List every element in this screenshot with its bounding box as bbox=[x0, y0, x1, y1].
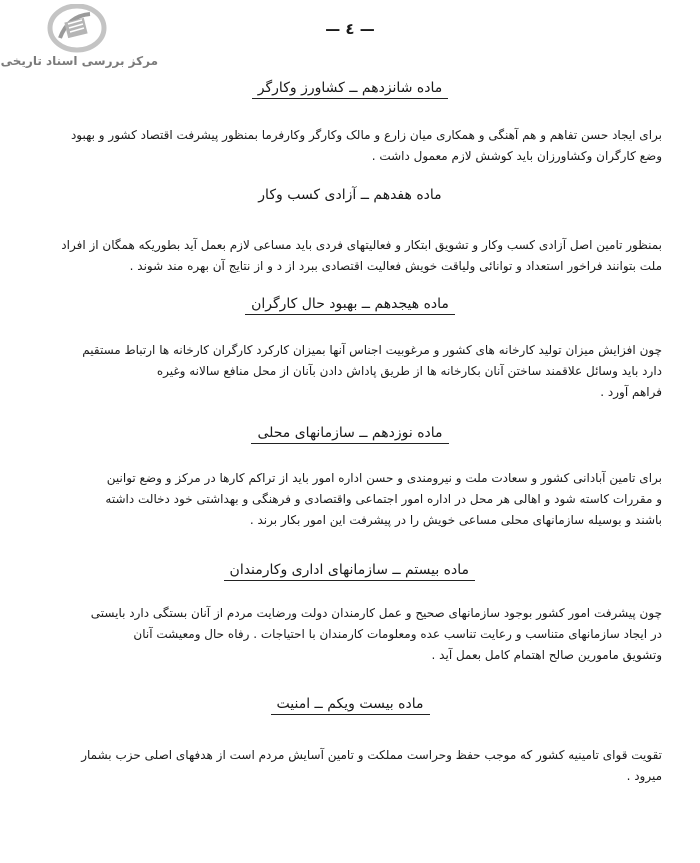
article-17-text bbox=[38, 235, 662, 277]
article-21-heading: ماده بیست ویکم ــ امنیت bbox=[250, 696, 450, 715]
text-line: ملت بتوانند فراخور استعداد و توانائی ولیاقت خویش فعالیت اقتصادی ببرد از د و از نتایج آن بهره مند شوند . bbox=[129, 259, 662, 273]
archive-logo-icon bbox=[46, 4, 108, 54]
archive-watermark bbox=[0, 2, 158, 82]
text-line: وتشویق مامورین صالح اهتمام کامل بعمل آید . bbox=[431, 648, 662, 662]
article-18-text bbox=[38, 340, 662, 403]
article-20-text bbox=[38, 603, 662, 666]
text-line: برای تامین آبادانی کشور و سعادت ملت و نیرومندی و حسن اداره امور باید از تراکم کارها در مرکز و وضع توانین bbox=[106, 471, 662, 485]
article-21-text bbox=[38, 745, 662, 787]
article-16-text bbox=[38, 125, 662, 167]
article-20-heading: ماده بیستم ــ سازمانهای اداری وکارمندان bbox=[225, 562, 475, 581]
text-line: وضع کارگران وکشاورزان باید کوشش لازم معمول داشت . bbox=[371, 149, 662, 163]
text-line: میرود . bbox=[626, 769, 662, 783]
text-line: باشند و بوسیله سازمانهای محلی مساعی خویش را در پیشرفت این امور بکار برند . bbox=[249, 513, 662, 527]
text-line: چون پیشرفت امور کشور بوجود سازمانهای صحیح و عمل کارمندان دولت ورضایت مردم از آنان بستگی دارد بایستی bbox=[90, 606, 662, 620]
text-line: در ایجاد سازمانهای متناسب و رعایت تناسب عده ومعلومات کارمندان با احتیاجات . رفاه حال ومعیشت آنان bbox=[133, 627, 662, 641]
text-line: تقویت قوای تامینیه کشور که موجب حفظ وحراست مملکت و تامین آسایش مردم است از هدفهای اصلی حزب بشمار bbox=[81, 748, 662, 762]
article-16-heading: ماده شانزدهم ــ کشاورز وکارگر bbox=[230, 80, 470, 99]
text-line: فراهم آورد . bbox=[600, 385, 662, 399]
article-19-heading: ماده نوزدهم ــ سازمانهای محلی bbox=[240, 425, 460, 444]
article-18-heading: ماده هیجدهم ــ بهبود حال کارگران bbox=[220, 296, 480, 315]
text-line: و مقررات کاسته شود و اهالی هر محل در اداره امور اجتماعی واقتصادی و فرهنگی و بهداشتی خود دخالت داشته bbox=[105, 492, 662, 506]
text-line: دارد باید وسائل علاقمند ساختن آنان بکارخانه ها از طریق پاداش دادن بآنان از محل منافع سالانه وغیره bbox=[156, 364, 662, 378]
text-line: چون افزایش میزان تولید کارخانه های کشور و مرغوبیت اجناس آنها بمیزان کارکرد کارگران کارخانه ها ارتباط مستقیم bbox=[82, 343, 662, 357]
watermark-text: مرکز بررسی اسناد تاریخی bbox=[0, 54, 158, 68]
article-19-text bbox=[38, 468, 662, 531]
page-number: — ٤ — bbox=[325, 20, 375, 38]
text-line: بمنظور تامین اصل آزادی کسب وکار و تشویق ابتکار و فعالیتهای فردی باید مساعی لازم بعمل آید بطوریکه همگان از افراد bbox=[61, 238, 662, 252]
article-17-heading: ماده هفدهم ــ آزادی کسب وکار bbox=[258, 187, 442, 203]
text-line: برای ایجاد حسن تفاهم و هم آهنگی و همکاری میان زارع و مالک وکارگر وکارفرما بمنظور پیشرفت اقتصاد کشور و بهبود bbox=[70, 128, 662, 142]
